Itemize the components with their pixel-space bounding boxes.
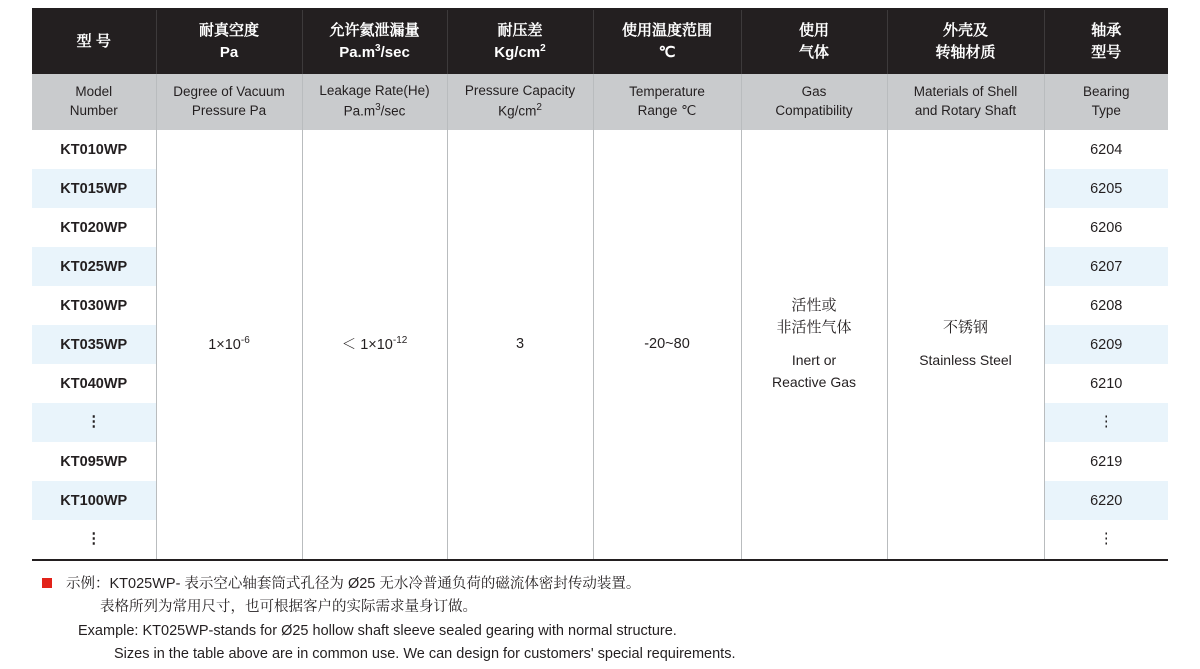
cell-model: KT030WP: [32, 286, 156, 325]
table-header-row-en: [32, 74, 1168, 130]
cell-bearing: 6209: [1044, 325, 1168, 364]
cell-bearing: 6210: [1044, 364, 1168, 403]
cell-model: KT040WP: [32, 364, 156, 403]
header-temperature-en: Temperature Range ℃: [593, 74, 741, 130]
cell-model-ellipsis: ⋮: [32, 520, 156, 560]
cell-model: KT015WP: [32, 169, 156, 208]
cell-bearing: 6206: [1044, 208, 1168, 247]
header-pressure-cn: 耐压差 $Kg/cm^2$: [447, 9, 593, 74]
cell-bearing: 6220: [1044, 481, 1168, 520]
specification-table: [32, 8, 1168, 561]
header-leakage-en: Leakage Rate(He) $Pa.m^3/\sec$: [302, 74, 447, 130]
cell-bearing: 6207: [1044, 247, 1168, 286]
note-sizes-cn: 表格所列为常用尺寸，也可根据客户的实际需求量身订做。: [100, 599, 477, 616]
cell-model: KT095WP: [32, 442, 156, 481]
header-model-cn: 型 号: [32, 9, 156, 74]
cell-pressure-merged: 3: [447, 130, 593, 560]
cell-bearing-ellipsis: ⋮: [1044, 520, 1168, 560]
note-example-en: Example: KT025WP-stands for Ø25 hollow shaft sleeve sealed gearing with normal structure.: [78, 622, 677, 639]
header-material-en: Materials of Shell and Rotary Shaft: [887, 74, 1044, 130]
notes-block: [32, 573, 1168, 667]
cell-bearing-ellipsis: ⋮: [1044, 403, 1168, 442]
header-model-en: Model Number: [32, 74, 156, 130]
header-temperature-cn: 使用温度范围 ℃: [593, 9, 741, 74]
cell-bearing: 6208: [1044, 286, 1168, 325]
header-gas-cn: 使用 气体: [741, 9, 887, 74]
cell-gas-merged: 活性或 非活性气体 Inert or Reactive Gas: [741, 130, 887, 560]
cell-model: KT025WP: [32, 247, 156, 286]
cell-leakage-merged: ＜ $1\times 10^{-12}$: [302, 130, 447, 560]
header-bearing-cn: 轴承 型号: [1044, 9, 1168, 74]
table-row: [32, 130, 1168, 169]
cell-bearing: 6205: [1044, 169, 1168, 208]
header-material-cn: 外壳及 转轴材质: [887, 9, 1044, 74]
header-leakage-cn: 允许氦泄漏量 $Pa.m^3/\sec$: [302, 9, 447, 74]
cell-model: KT035WP: [32, 325, 156, 364]
cell-model: KT010WP: [32, 130, 156, 169]
cell-model: KT020WP: [32, 208, 156, 247]
cell-bearing: 6219: [1044, 442, 1168, 481]
header-vacuum-cn: 耐真空度 Pa: [156, 9, 302, 74]
cell-bearing: 6204: [1044, 130, 1168, 169]
note-example-cn: 示例：KT025WP- 表示空心轴套筒式孔径为 Ø25 无水冷普通负荷的磁流体密封传动装置。: [66, 576, 641, 592]
header-gas-en: Gas Compatibility: [741, 74, 887, 130]
spacer: [888, 340, 1044, 350]
note-sizes-en: Sizes in the table above are in common use. We can design for customers' special requirements.: [114, 646, 736, 663]
table-header-row-cn: [32, 9, 1168, 74]
cell-vacuum-merged: $1\times 10^{-6}$: [156, 130, 302, 560]
header-pressure-en: Pressure Capacity $Kg/cm^2$: [447, 74, 593, 130]
spacer: [742, 340, 887, 350]
cell-material-merged: 不锈钢 Stainless Steel: [887, 130, 1044, 560]
red-square-marker: [42, 578, 52, 588]
header-vacuum-en: Degree of Vacuum Pressure Pa: [156, 74, 302, 130]
cell-model-ellipsis: ⋮: [32, 403, 156, 442]
cell-temperature-merged: -20~80: [593, 130, 741, 560]
cell-model: KT100WP: [32, 481, 156, 520]
header-bearing-en: Bearing Type: [1044, 74, 1168, 130]
